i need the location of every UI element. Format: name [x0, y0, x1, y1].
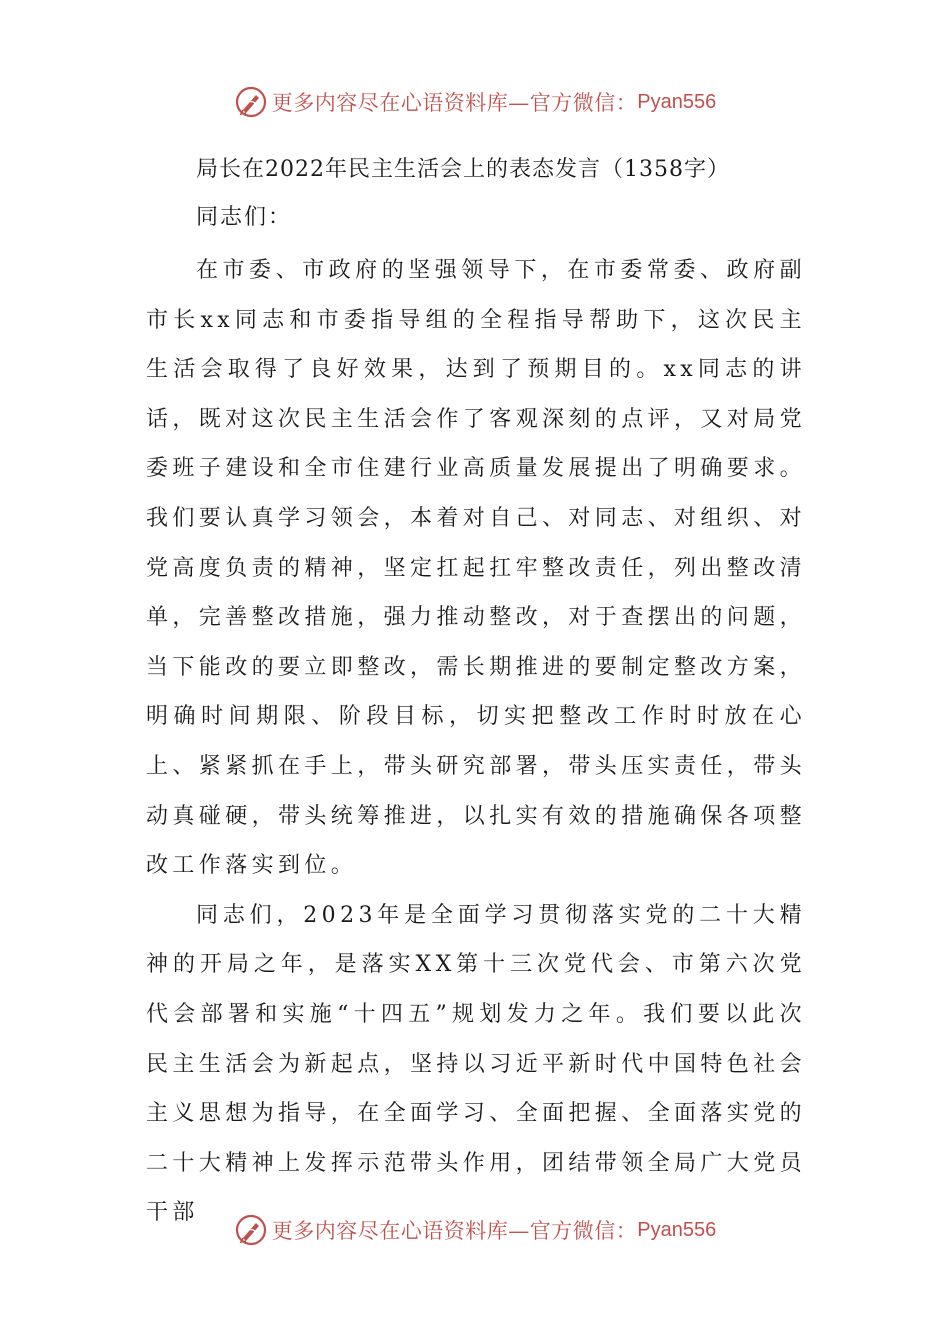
- document-title: 局长在2022年民主生活会上的表态发言（1358字）: [196, 157, 730, 182]
- paragraph-1: 在市委、市政府的坚强领导下，在市委常委、政府副市长xx同志和市委指导组的全程指导帮助下，这次民主生活会取得了良好效果，达到了预期目的。xx同志的讲话，既对这次民主生活会作了客观深刻的点评，又对局党委班子建设和全市住建行业高质量发展提出了明确要求。我们要认真学习领会，本着对自己、对同志、对组织、对党高度负责的精神，坚定扛起扛牢整改责任，列出整改清单，完善整改措施，强力推动整改，对于查摆出的问题，当下能改的要立即整改，需长期推进的要制定整改方案，明确时间期限、阶段目标，切实把整改工作时时放在心上、紧紧抓在手上，带头研究部署，带头压实责任，带头动真碰硬，带头统筹推进，以扎实有效的措施确保各项整改工作落实到位。: [146, 258, 807, 879]
- document-body: [146, 148, 806, 1238]
- paragraph-2: 同志们，2023年是全面学习贯彻落实党的二十大精神的开局之年，是落实XX第十三次党代会、市第六次党代会部署和实施“十四五”规划发力之年。我们要以此次民主生活会为新起点，坚持以习近平新时代中国特色社会主义思想为指导，在全面学习、全面把握、全面落实党的二十大精神上发挥示范带头作用，团结带领全局广大党员干部: [146, 902, 807, 1226]
- header-banner: [0, 82, 950, 122]
- footer-banner: [0, 1210, 950, 1250]
- banner-wechat-handle: Pyan556: [637, 1218, 717, 1241]
- pen-circle-logo-icon: [234, 1213, 268, 1247]
- banner-text: 更多内容尽在心语资料库—官方微信：: [271, 91, 638, 115]
- banner-text: 更多内容尽在心语资料库—官方微信：: [271, 1219, 638, 1243]
- banner-wechat-handle: Pyan556: [637, 90, 717, 113]
- salutation: 同志们：: [196, 205, 293, 230]
- pen-circle-logo-icon: [234, 85, 268, 119]
